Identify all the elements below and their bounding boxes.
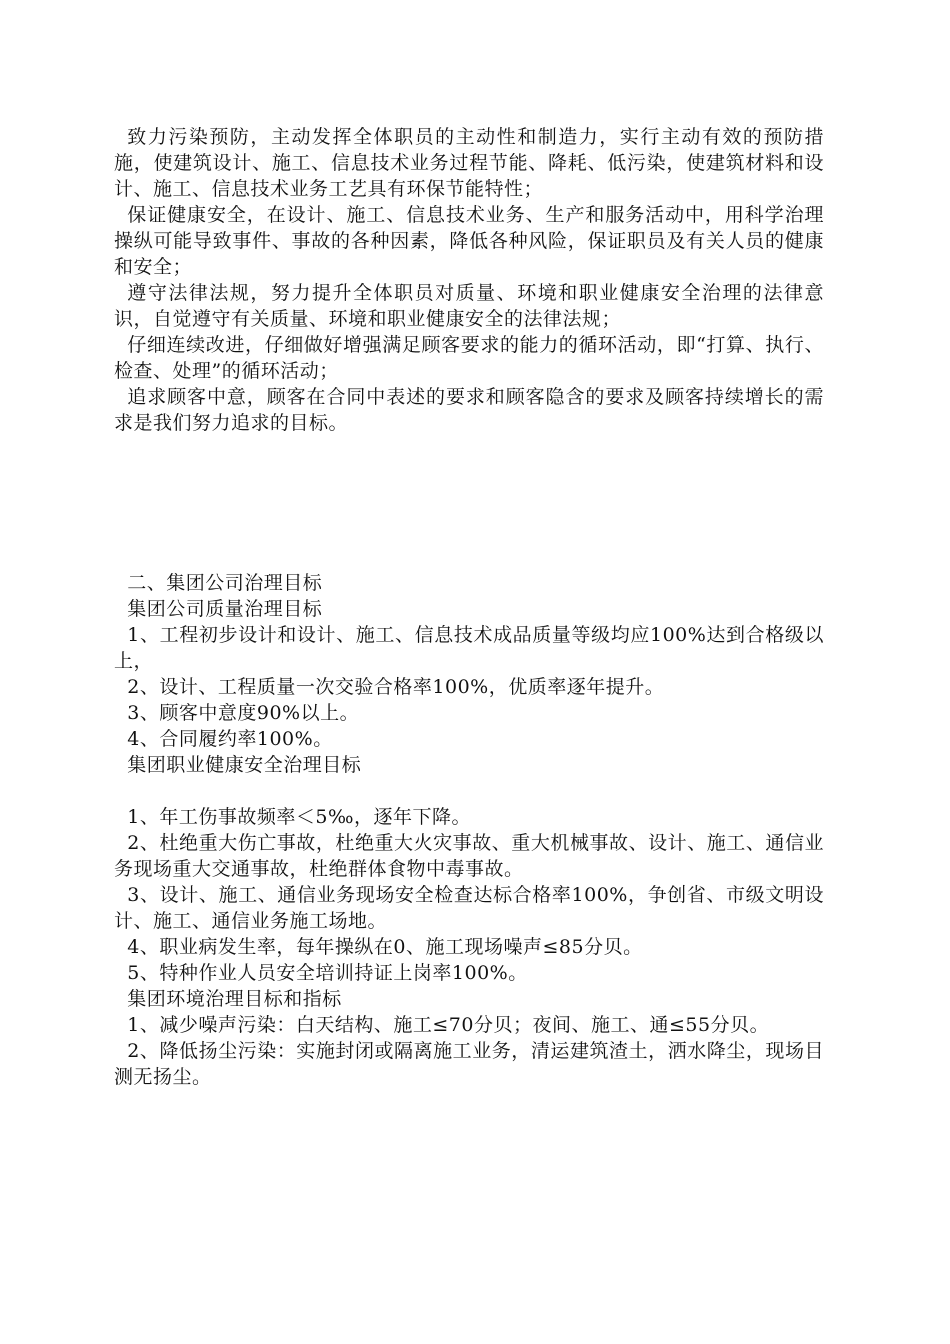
environment-goal-item: 1、减少噪声污染：白天结构、施工≤70分贝；夜间、施工、通≤55分贝。 [127, 1014, 770, 1036]
quality-goals-heading: 集团公司质量治理目标 [127, 598, 323, 620]
policy-paragraph-improvement: 仔细连续改进，仔细做好增强满足顾客要求的能力的循环活动，即“打算、执行、检查、处理”的循环活动； [114, 334, 824, 382]
environment-goal-item: 2、降低扬尘污染：实施封闭或隔离施工业务，清运建筑渣土，洒水降尘，现场目测无扬尘。 [114, 1040, 824, 1088]
safety-goals-heading: 集团职业健康安全治理目标 [127, 754, 362, 776]
blank-line [114, 778, 824, 804]
safety-goal-item: 1、年工伤事故频率＜5‰，逐年下降。 [127, 806, 471, 828]
safety-goal-item: 5、特种作业人员安全培训持证上岗率100%。 [127, 962, 528, 984]
policy-paragraph-law: 遵守法律法规，努力提升全体职员对质量、环境和职业健康安全治理的法律意识，自觉遵守有关质量、环境和职业健康安全的法律法规； [114, 282, 824, 330]
quality-goal-item: 1、工程初步设计和设计、施工、信息技术成品质量等级均应100%达到合格级以上， [114, 624, 824, 672]
goals-section [114, 570, 824, 1090]
safety-goal-item: 2、杜绝重大伤亡事故，杜绝重大火灾事故、重大机械事故、设计、施工、通信业务现场重大交通事故，杜绝群体食物中毒事故。 [114, 832, 824, 880]
policy-paragraph-customer: 追求顾客中意，顾客在合同中表述的要求和顾客隐含的要求及顾客持续增长的需求是我们努力追求的目标。 [114, 386, 824, 434]
safety-goal-item: 3、设计、施工、通信业务现场安全检查达标合格率100%，争创省、市级文明设计、施工、通信业务施工场地。 [114, 884, 824, 932]
quality-goal-item: 2、设计、工程质量一次交验合格率100%，优质率逐年提升。 [127, 676, 665, 698]
policy-paragraph-pollution: 致力污染预防，主动发挥全体职员的主动性和制造力，实行主动有效的预防措施，使建筑设计、施工、信息技术业务过程节能、降耗、低污染，使建筑材料和设计、施工、信息技术业务工艺具有环保节能特性； [114, 126, 824, 200]
policy-paragraph-health-safety: 保证健康安全，在设计、施工、信息技术业务、生产和服务活动中，用科学治理操纵可能导致事件、事故的各种因素，降低各种风险，保证职员及有关人员的健康和安全； [114, 204, 824, 278]
quality-goal-item: 3、顾客中意度90%以上。 [127, 702, 360, 724]
safety-goal-item: 4、职业病发生率，每年操纵在0、施工现场噪声≤85分贝。 [127, 936, 643, 958]
quality-goal-item: 4、合同履约率100%。 [127, 728, 333, 750]
section-title: 二、集团公司治理目标 [127, 572, 323, 594]
policy-section [114, 124, 824, 436]
environment-goals-heading: 集团环境治理目标和指标 [127, 988, 342, 1010]
